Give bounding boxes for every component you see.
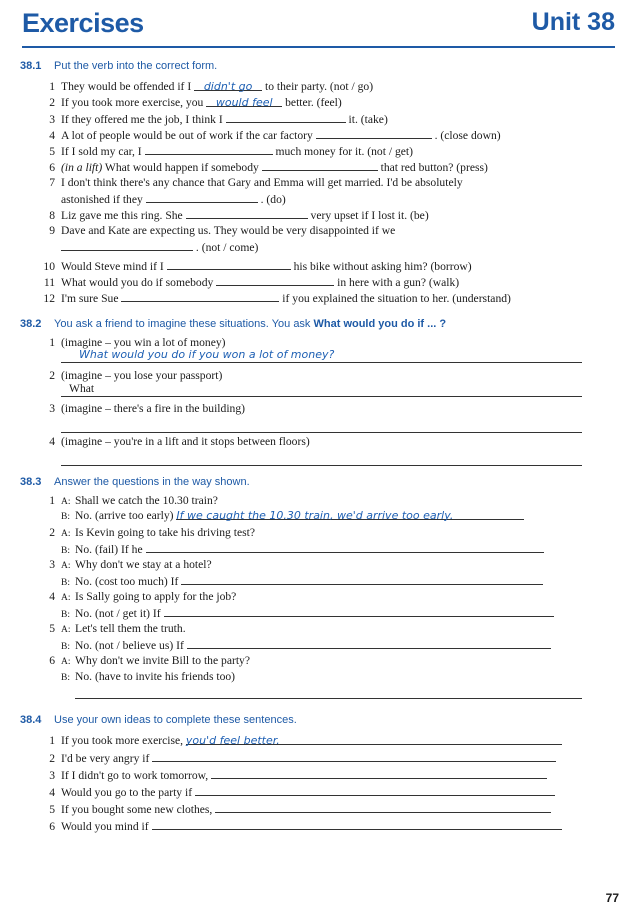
ex3-item-1-a: 1 A: Shall we catch the 10.30 train? <box>49 494 218 507</box>
answer-blank[interactable]: you'd feel better. <box>186 734 562 745</box>
ex3-item-3-a: 3 A: Why don't we stay at a hotel? <box>49 558 212 571</box>
page-number: 77 <box>605 891 619 905</box>
ex3-item-5-a: 5 A: Let's tell them the truth. <box>49 622 186 635</box>
page-header <box>22 8 615 48</box>
answer-blank[interactable] <box>164 606 554 617</box>
ex1-item-5: 5 If I sold my car, I much money for it. (not / get) <box>49 145 413 158</box>
ex3-item-2-b: B: No. (fail) If he <box>61 542 544 558</box>
ex2-answer-2[interactable]: What <box>61 382 582 397</box>
ex2-item-2: 2 (imagine – you lose your passport) <box>49 369 223 382</box>
ex1-item-12: 12 I'm sure Sue if you explained the situation to her. (understand) <box>43 292 511 305</box>
ex1-item-1: 1 They would be offended if I didn't go to their party. (not / go) <box>49 80 374 93</box>
answer-blank[interactable] <box>216 275 334 286</box>
page-title: Exercises <box>22 8 144 38</box>
ex4-item-3: 3 If I didn't go to work tomorrow, <box>38 768 547 783</box>
answer-blank[interactable]: would feel <box>206 96 282 107</box>
answer-blank[interactable] <box>146 542 544 553</box>
answer-blank[interactable] <box>186 208 308 219</box>
ex1-item-7: 7 I don't think there's any chance that Gary and Emma will get married. I'd be absolutely <box>49 176 463 189</box>
ex3-item-2-a: 2 A: Is Kevin going to take his driving test? <box>49 526 255 539</box>
section-38-1-heading: 38.1 Put the verb into the correct form. <box>20 60 218 72</box>
answer-blank[interactable] <box>152 751 556 762</box>
answer-blank[interactable] <box>146 192 258 203</box>
ex2-item-4: 4 (imagine – you're in a lift and it stops between floors) <box>49 435 310 448</box>
answer-blank[interactable] <box>61 240 193 251</box>
answer-blank[interactable] <box>211 768 547 779</box>
answer-blank[interactable]: If we caught the 10.30 train, we'd arrive too early. <box>176 509 524 520</box>
ex4-item-4: 4 Would you go to the party if <box>38 785 555 800</box>
ex4-item-5: 5 If you bought some new clothes, <box>38 802 551 817</box>
answer-blank[interactable] <box>187 638 551 649</box>
answer-blank[interactable] <box>316 128 432 139</box>
section-38-3-heading: 38.3 Answer the questions in the way shown. <box>20 476 250 488</box>
ex1-item-6: 6 (in a lift) What would happen if somebody that red button? (press) <box>49 161 488 174</box>
ex2-answer-3[interactable] <box>61 418 582 433</box>
ex2-item-1: 1 (imagine – you win a lot of money) <box>49 336 226 349</box>
answer-blank[interactable] <box>215 802 551 813</box>
ex4-item-1: 1 If you took more exercise, you'd feel better. <box>38 734 562 748</box>
ex3-item-3-b: B: No. (cost too much) If <box>61 574 543 590</box>
ex1-item-7-cont: astonished if they . (do) <box>61 193 286 206</box>
answer-blank[interactable]: didn't go <box>194 80 262 91</box>
unit-label: Unit 38 <box>531 8 615 36</box>
ex1-item-3: 3 If they offered me the job, I think I it. (take) <box>49 113 388 126</box>
ex3-item-1-b: B: No. (arrive too early) If we caught the 10.30 train, we'd arrive too early. <box>61 509 524 524</box>
section-38-4-heading: 38.4 Use your own ideas to complete these sentences. <box>20 714 297 726</box>
section-38-2-heading: 38.2 You ask a friend to imagine these situations. You ask What would you do if ... ? <box>20 318 447 330</box>
ex1-item-9: 9 Dave and Kate are expecting us. They would be very disappointed if we <box>49 224 396 237</box>
ex1-item-8: 8 Liz gave me this ring. She very upset if I lost it. (be) <box>49 209 429 222</box>
answer-blank[interactable] <box>145 144 273 155</box>
ex3-item-4-a: 4 A: Is Sally going to apply for the job? <box>49 590 237 603</box>
answer-blank[interactable] <box>167 259 291 270</box>
header-rule <box>22 46 615 48</box>
answer-blank[interactable] <box>262 160 378 171</box>
answer-blank[interactable] <box>195 785 555 796</box>
answer-blank[interactable] <box>226 112 346 123</box>
answer-blank[interactable] <box>121 291 279 302</box>
ex3-item-4-b: B: No. (not / get it) If <box>61 606 554 622</box>
answer-blank[interactable] <box>152 819 562 830</box>
ex3-item-6-a: 6 A: Why don't we invite Bill to the party? <box>49 654 250 667</box>
ex4-item-2: 2 I'd be very angry if <box>38 751 556 766</box>
ex2-answer-4[interactable] <box>61 451 582 466</box>
ex1-item-10: 10 Would Steve mind if I his bike without asking him? (borrow) <box>43 260 472 273</box>
ex1-item-9-cont: . (not / come) <box>61 240 258 255</box>
ex3-item-6-b: B: No. (have to invite his friends too) <box>61 670 236 683</box>
answer-blank[interactable] <box>181 574 543 585</box>
ex1-item-11: 11 What would you do if somebody in here with a gun? (walk) <box>43 276 460 289</box>
ex3-item-5-b: B: No. (not / believe us) If <box>61 638 551 654</box>
ex4-item-6: 6 Would you mind if <box>38 819 562 834</box>
ex2-item-3: 3 (imagine – there's a fire in the building) <box>49 402 245 415</box>
ex3-answer-6[interactable] <box>75 684 582 699</box>
ex1-item-2: 2 If you took more exercise, you would feel better. (feel) <box>49 96 342 109</box>
ex1-item-4: 4 A lot of people would be out of work if the car factory . (close down) <box>49 129 501 142</box>
ex2-answer-1[interactable]: What would you do if you won a lot of money? <box>61 348 582 363</box>
